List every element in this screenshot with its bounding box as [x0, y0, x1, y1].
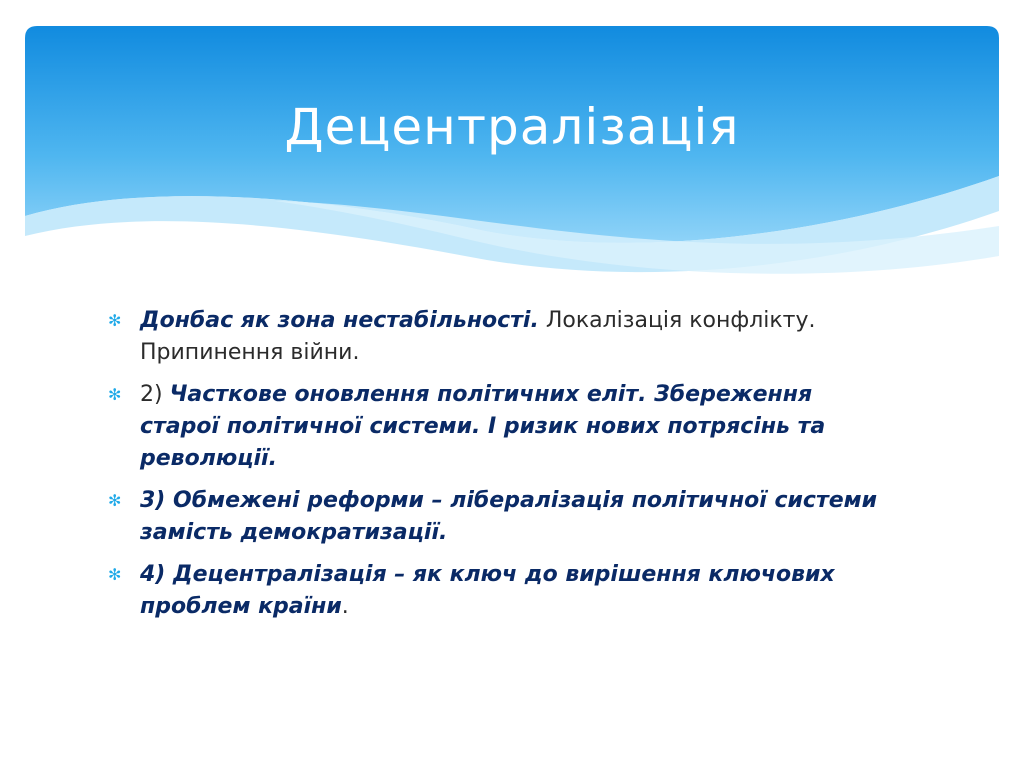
asterisk-bullet-icon: ✻ — [108, 565, 122, 584]
list-item — [108, 379, 888, 475]
asterisk-bullet-icon: ✻ — [108, 311, 122, 330]
list-item — [108, 559, 888, 623]
item-emphasis: 3) Обмежені реформи – лібералізація політичної системи замість демократизації. — [140, 488, 878, 545]
bullet-list — [108, 305, 888, 633]
list-item — [108, 305, 888, 369]
item-text: Локалізація конфлікту. Припинення війни. — [140, 308, 816, 365]
asterisk-bullet-icon: ✻ — [108, 491, 122, 510]
item-emphasis: Донбас як зона нестабільності. — [140, 308, 539, 333]
item-emphasis: Часткове оновлення політичних еліт. Збереження старої політичної системи. І ризик нових потрясінь та революції. — [140, 382, 826, 471]
item-text: . — [341, 594, 349, 619]
item-prefix: 2) — [140, 382, 170, 407]
asterisk-bullet-icon: ✻ — [108, 385, 122, 404]
list-item — [108, 485, 888, 549]
slide-title: Децентралізація — [284, 98, 740, 156]
header-banner — [25, 26, 999, 286]
item-emphasis: 4) Децентралізація – як ключ до вирішення ключових проблем країни — [140, 562, 835, 619]
wave-background — [25, 26, 999, 286]
